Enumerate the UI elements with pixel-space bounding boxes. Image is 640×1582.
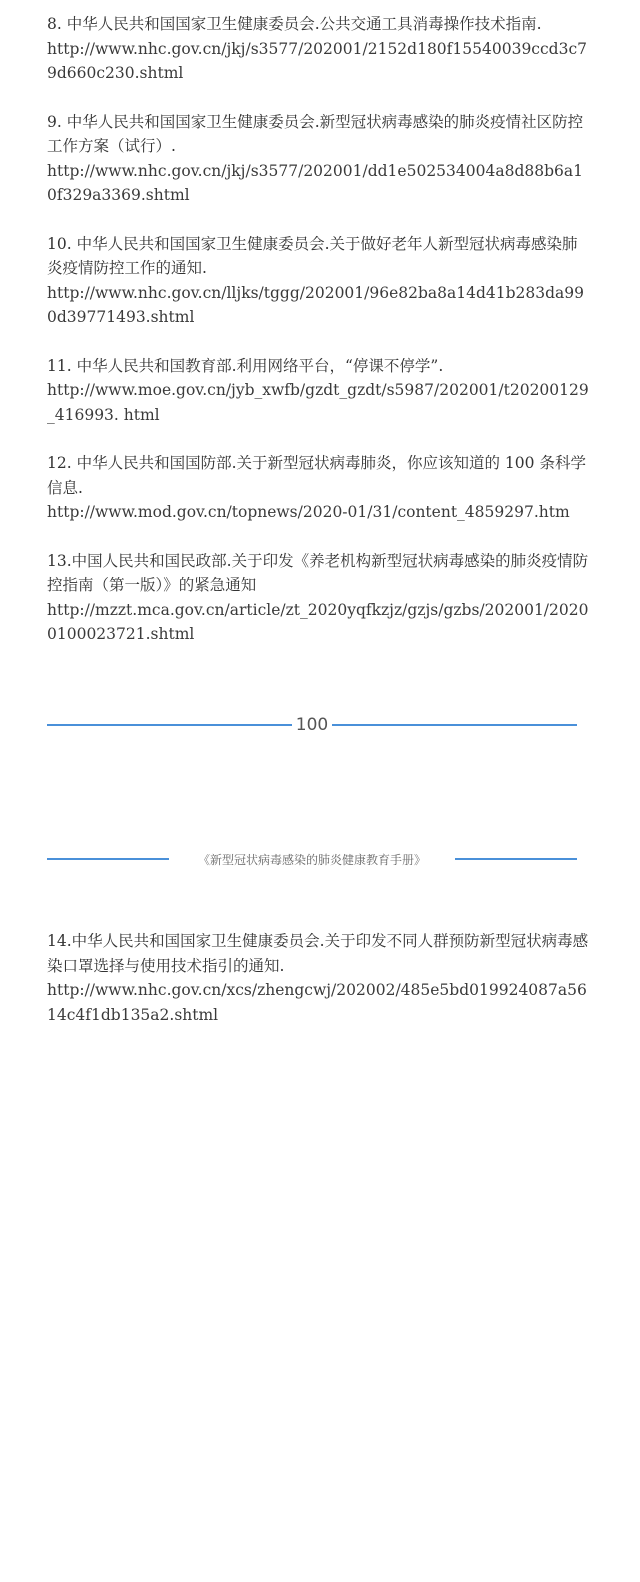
header-rule-left [47, 858, 169, 860]
reference-url[interactable]: http://www.nhc.gov.cn/jkj/s3577/202001/2152d180f15540039ccd3c79d660c230.shtml [47, 39, 587, 82]
reference-url[interactable]: http://mzzt.mca.gov.cn/article/zt_2020yqfkzjz/gzjs/gzbs/202001/20200100023721.shtml [47, 600, 589, 643]
reference-item-9 [47, 110, 592, 208]
reference-item-14 [47, 929, 592, 1027]
reference-url[interactable]: http://www.nhc.gov.cn/jkj/s3577/202001/dd1e502534004a8d88b6a10f329a3369.shtml [47, 161, 583, 204]
header-rule-right [455, 858, 577, 860]
reference-text: 8. 中华人民共和国国家卫生健康委员会.公共交通工具消毒操作技术指南. [47, 15, 542, 33]
reference-item-8 [47, 12, 592, 86]
reference-text: 13.中国人民共和国民政部.关于印发《养老机构新型冠状病毒感染的肺炎疫情防控指南（第一版）》的紧急通知 [47, 551, 589, 594]
reference-list [47, 12, 592, 671]
reference-list-continued [47, 929, 592, 1051]
reference-item-11 [47, 354, 592, 428]
reference-url[interactable]: http://www.nhc.gov.cn/xcs/zhengcwj/202002/485e5bd019924087a5614c4f1db135a2.shtml [47, 981, 587, 1024]
reference-item-12 [47, 451, 592, 525]
footer-rule-right [332, 724, 577, 726]
reference-item-13 [47, 549, 592, 647]
header-title: 《新型冠状病毒感染的肺炎健康教育手册》 [197, 852, 426, 867]
reference-url[interactable]: http://www.nhc.gov.cn/lljks/tggg/202001/96e82ba8a14d41b283da990d39771493.shtml [47, 283, 585, 326]
reference-text: 10. 中华人民共和国国家卫生健康委员会.关于做好老年人新型冠状病毒感染肺炎疫情防控工作的通知. [47, 234, 578, 277]
reference-text: 14.中华人民共和国国家卫生健康委员会.关于印发不同人群预防新型冠状病毒感染口罩选择与使用技术指引的通知. [47, 932, 589, 975]
reference-text: 9. 中华人民共和国国家卫生健康委员会.新型冠状病毒感染的肺炎疫情社区防控工作方案（试行）. [47, 112, 584, 155]
reference-text: 11. 中华人民共和国教育部.利用网络平台，“停课不停学”. [47, 356, 444, 375]
reference-text: 12. 中华人民共和国国防部.关于新型冠状病毒肺炎，你应该知道的 100 条科学信息. [47, 454, 586, 497]
page-header [47, 850, 577, 868]
reference-url[interactable]: http://www.moe.gov.cn/jyb_xwfb/gzdt_gzdt/s5987/202001/t20200129_416993. html [47, 381, 589, 424]
page-footer [47, 714, 577, 736]
reference-url[interactable]: http://www.mod.gov.cn/topnews/2020-01/31/content_4859297.htm [47, 503, 570, 521]
reference-item-10 [47, 232, 592, 330]
page-number: 100 [295, 715, 329, 735]
footer-rule-left [47, 724, 292, 726]
